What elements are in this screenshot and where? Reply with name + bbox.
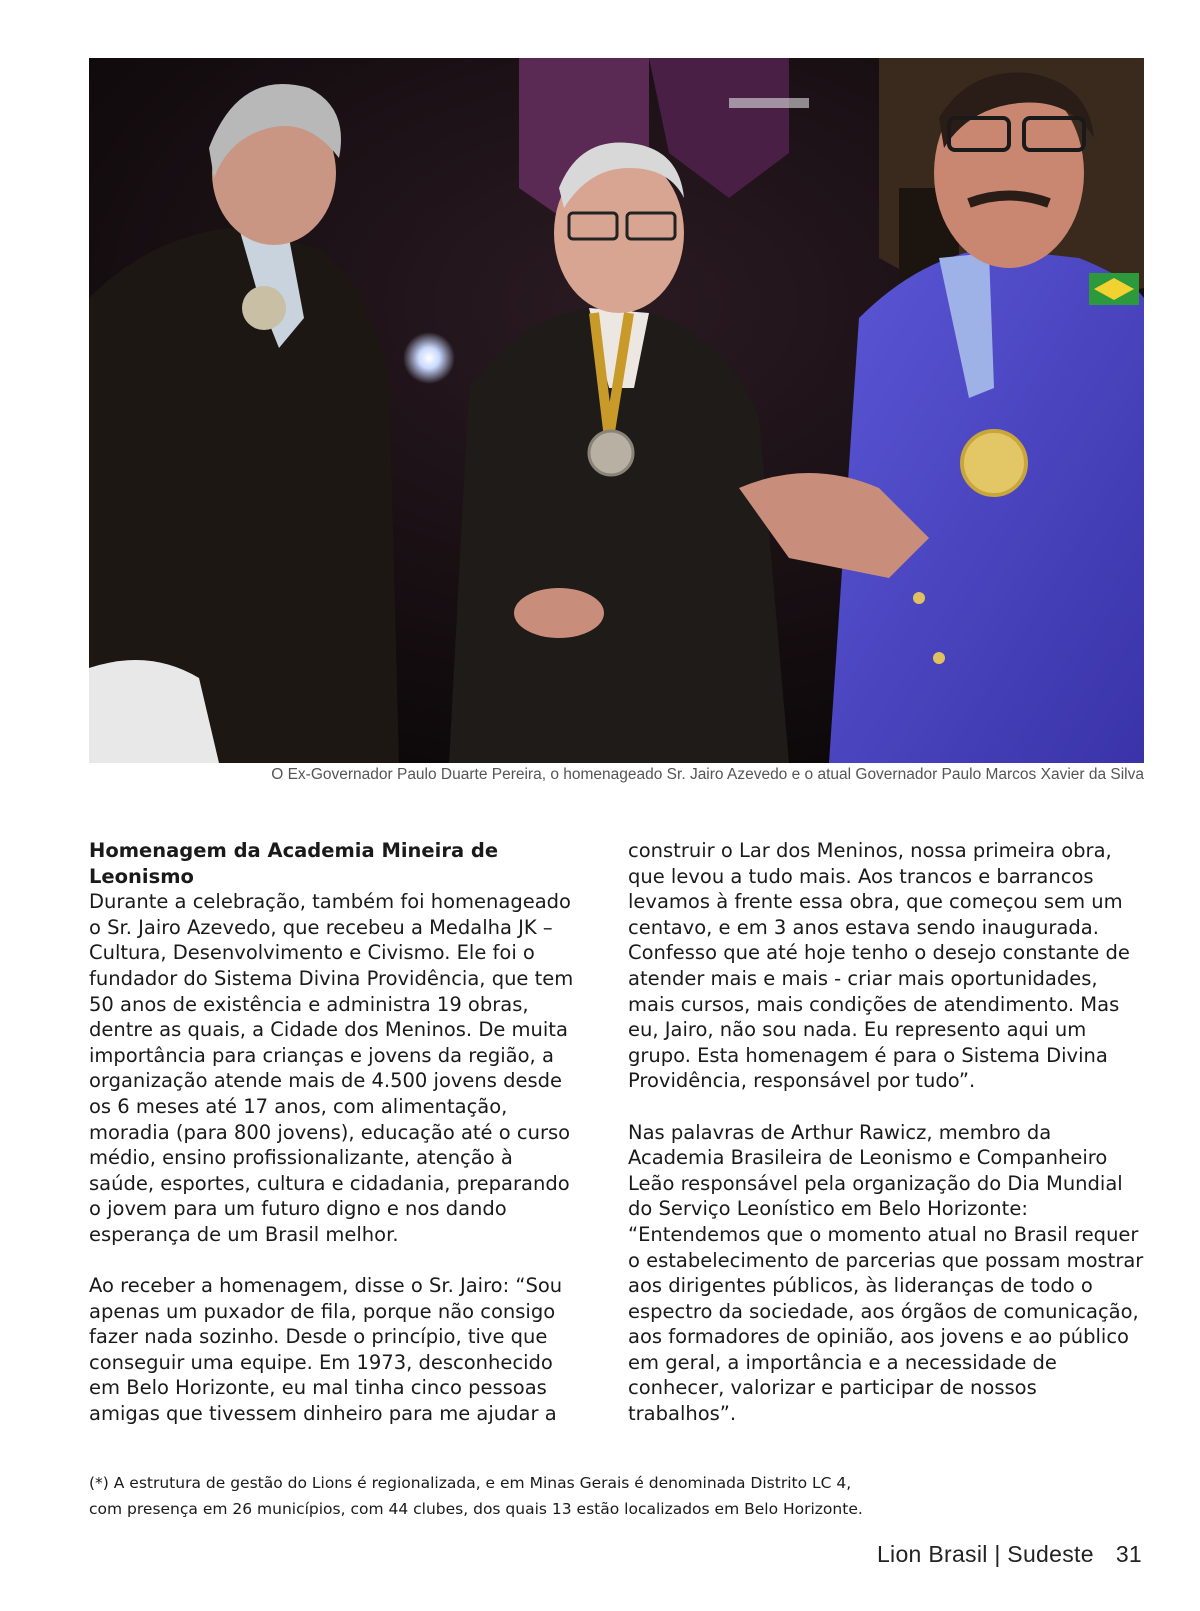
article-paragraph — [89, 838, 579, 1248]
footnote — [89, 1470, 1149, 1522]
photo-illustration — [89, 58, 1144, 763]
page-footer — [877, 1541, 1142, 1568]
article-paragraph: Nas palavras de Arthur Rawicz, membro da Academia Brasileira de Leonismo e Companheiro Leão responsável pela organização do Dia Mundial do Serviço Leonístico em Belo Horizonte: “Entendemos que o momento atual no Brasil requer o estabelecimento de parcerias que possam mostrar aos dirigentes públicos, às lideranças de todo o espectro da sociedade, aos órgãos de comunicação, aos formadores de opinião, aos jovens e ao público em geral, a importância e a necessidade de conhecer, valorizar e participar de nossos trabalhos”. — [628, 1120, 1144, 1426]
article-column-left — [89, 838, 579, 1452]
article-column-right — [628, 838, 1148, 1452]
footnote-line: com presença em 26 municípios, com 44 clubes, dos quais 13 estão localizados em Belo Horizonte. — [89, 1500, 863, 1518]
article-heading: Homenagem da Academia Mineira de Leonismo — [89, 839, 499, 888]
article-paragraph-text: Durante a celebração, também foi homenageado o Sr. Jairo Azevedo, que recebeu a Medalha JK – Cultura, Desenvolvimento e Civismo. Ele foi o fundador do Sistema Divina Providência, que tem 50 anos de existência e administra 19 obras, dentre as quais, a Cidade dos Meninos. De muita importância para crianças e jovens da região, a organização atende mais de 4.500 jovens desde os 6 meses até 17 anos, com alimentação, moradia (para 800 jovens), educação até o curso médio, ensino profissionalizante, atenção à saúde, esportes, cultura e cidadania, preparando o jovem para um futuro digno e nos dando esperança de um Brasil melhor. — [89, 890, 574, 1246]
photo-caption: O Ex-Governador Paulo Duarte Pereira, o homenageado Sr. Jairo Azevedo e o atual Governador Paulo Marcos Xavier da Silva — [271, 766, 1144, 783]
event-photo — [89, 58, 1144, 763]
footnote-line: (*) A estrutura de gestão do Lions é regionalizada, e em Minas Gerais é denominada Distrito LC 4, — [89, 1474, 852, 1492]
article-paragraph: Ao receber a homenagem, disse o Sr. Jairo: “Sou apenas um puxador de fila, porque não consigo fazer nada sozinho. Desde o princípio, tive que conseguir uma equipe. Em 1973, desconhecido em Belo Horizonte, eu mal tinha cinco pessoas amigas que tivessem dinheiro para me ajudar a — [89, 1274, 563, 1426]
publication-name: Lion Brasil | Sudeste — [876, 1541, 1094, 1567]
article-paragraph: construir o Lar dos Meninos, nossa primeira obra, que levou a tudo mais. Aos trancos e barrancos levamos à frente essa obra, que começou sem um centavo, e em 3 anos estava sendo inaugurada. Confesso que até hoje tenho o desejo constante de atender mais e mais - criar mais oportunidades, mais cursos, mais condições de atendimento. Mas eu, Jairo, não sou nada. Eu represento aqui um grupo. Esta homenagem é para o Sistema Divina Providência, responsável por tudo”. — [628, 839, 1130, 1093]
page-number: 31 — [1115, 1541, 1142, 1567]
